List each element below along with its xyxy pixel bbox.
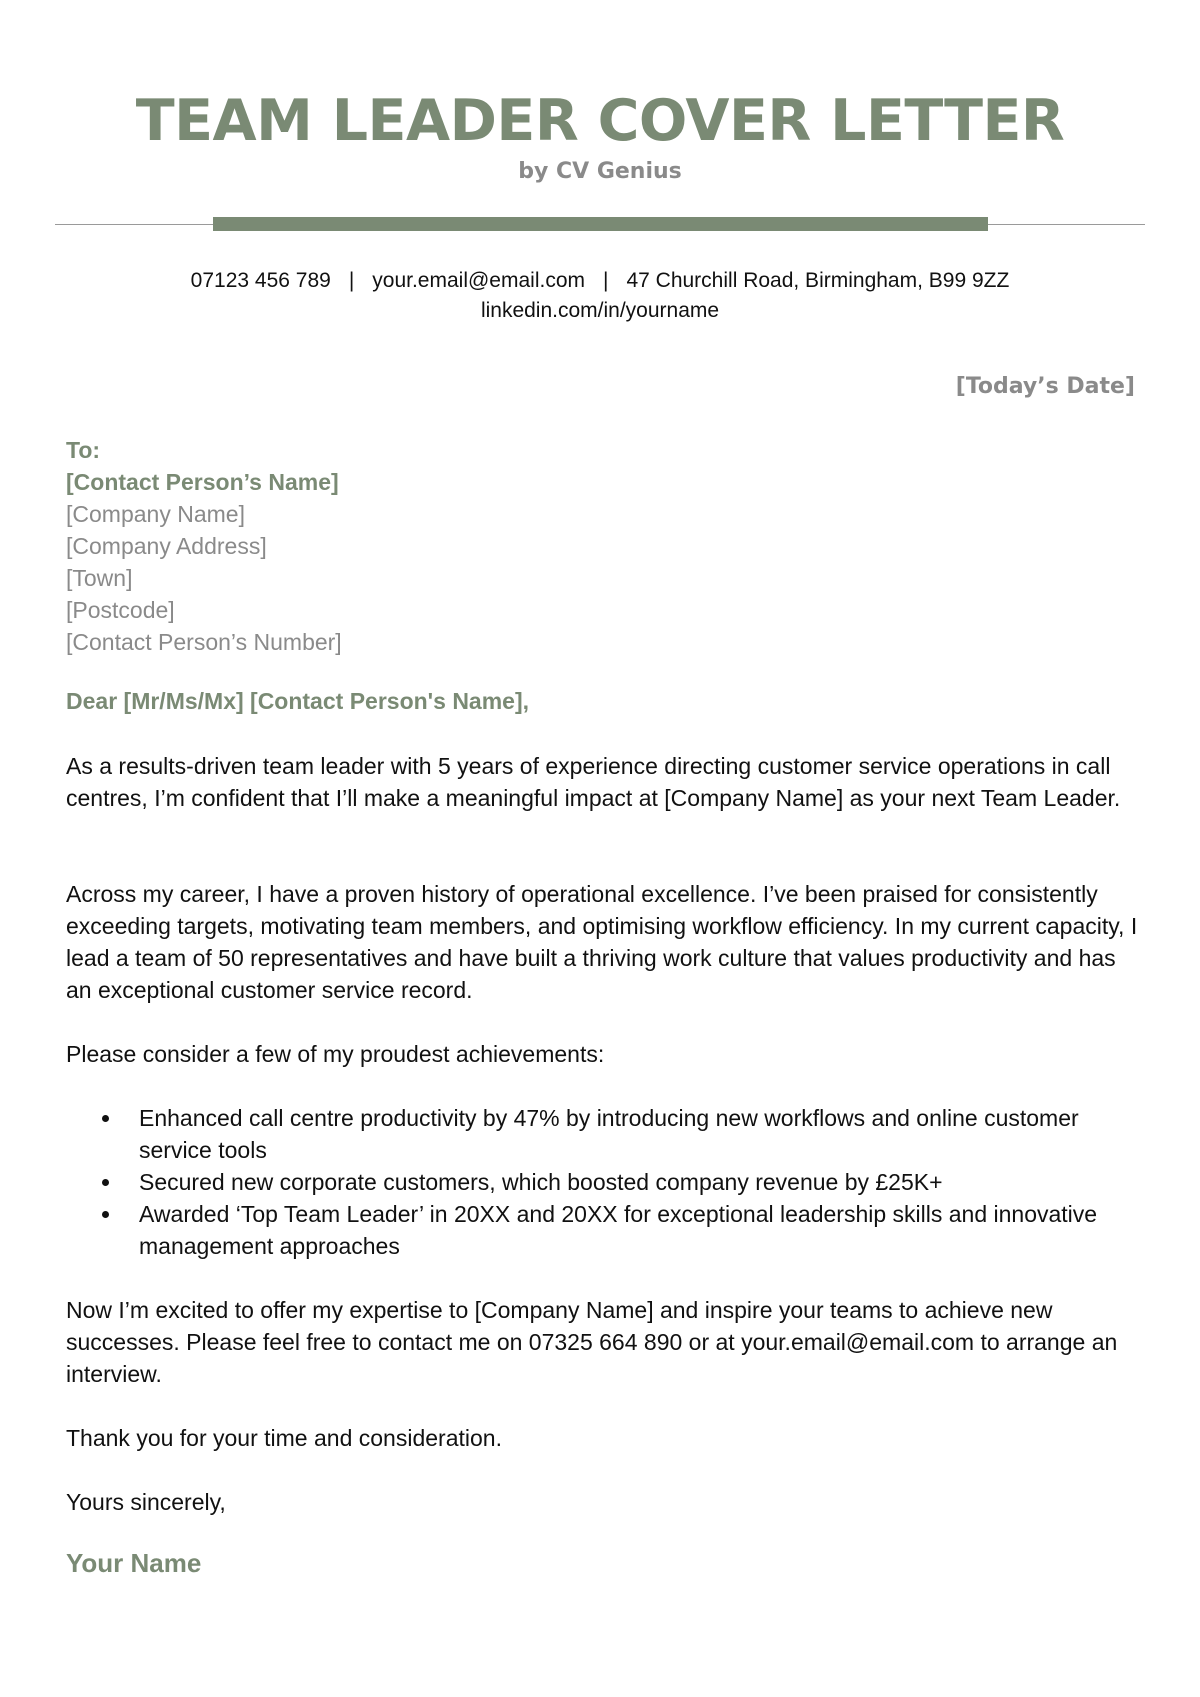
achievement-text: Enhanced call centre productivity by 47% by introducing new workflows and online customer service tools	[139, 1105, 1079, 1163]
paragraph-thanks: Thank you for your time and consideration.	[66, 1425, 502, 1451]
paragraph-achievements-intro: Please consider a few of my proudest achievements:	[66, 1041, 605, 1067]
document-byline: by CV Genius	[518, 159, 682, 184]
paragraph-intro: As a results-driven team leader with 5 years of experience directing customer service operations in call centres, I’m confident that I’ll make a meaningful impact at [Company Name] as your next Team Leader.	[66, 753, 1121, 811]
letter-date: [Today’s Date]	[955, 374, 1135, 399]
recipient-block	[66, 434, 342, 658]
recipient-company-name: [Company Name]	[66, 501, 245, 527]
recipient-company-address: [Company Address]	[66, 533, 267, 559]
contact-linkedin: linkedin.com/in/yourname	[480, 299, 720, 322]
paragraph-career: Across my career, I have a proven history of operational excellence. I’ve been praised for consistently exceeding targets, motivating team members, and optimising workflow efficiency. In my current capacity, I lead a team of 50 representatives and have built a thriving work culture that values productivity and has an exceptional customer service record.	[66, 881, 1138, 1003]
salutation: Dear [Mr/Ms/Mx] [Contact Person's Name],	[66, 688, 530, 714]
recipient-town: [Town]	[66, 565, 133, 591]
paragraph-offer: Now I’m excited to offer my expertise to [Company Name] and inspire your teams to achieve new successes. Please feel free to contact me on 07325 664 890 or at your.email@email.com to arrange an interview.	[66, 1297, 1118, 1387]
contact-address: 47 Churchill Road, Birmingham, B99 9ZZ	[626, 269, 1010, 292]
contact-block	[0, 266, 1200, 326]
contact-phone: 07123 456 789	[190, 269, 331, 292]
bullet-icon	[102, 1179, 109, 1186]
contact-separator: |	[603, 269, 609, 292]
contact-email: your.email@email.com	[372, 269, 585, 292]
contact-separator: |	[348, 269, 355, 292]
bullet-icon	[102, 1211, 109, 1218]
signature-name: Your Name	[66, 1548, 202, 1578]
achievements-list	[66, 1102, 1146, 1262]
recipient-postcode: [Postcode]	[66, 597, 175, 623]
header-divider-thick	[213, 217, 988, 231]
recipient-contact-number: [Contact Person’s Number]	[66, 629, 342, 655]
recipient-contact-name: [Contact Person’s Name]	[66, 469, 339, 495]
list-item	[66, 1198, 1146, 1262]
document-title: TEAM LEADER COVER LETTER	[135, 88, 1065, 154]
achievement-text: Awarded ‘Top Team Leader’ in 20XX and 20XX for exceptional leadership skills and innovative management approaches	[139, 1201, 1098, 1259]
list-item	[66, 1102, 1146, 1166]
closing: Yours sincerely,	[66, 1489, 226, 1515]
bullet-icon	[102, 1115, 109, 1122]
achievement-text: Secured new corporate customers, which boosted company revenue by £25K+	[139, 1169, 943, 1195]
recipient-to-label: To:	[66, 437, 101, 463]
contact-line	[0, 266, 1200, 296]
list-item	[66, 1166, 1146, 1198]
